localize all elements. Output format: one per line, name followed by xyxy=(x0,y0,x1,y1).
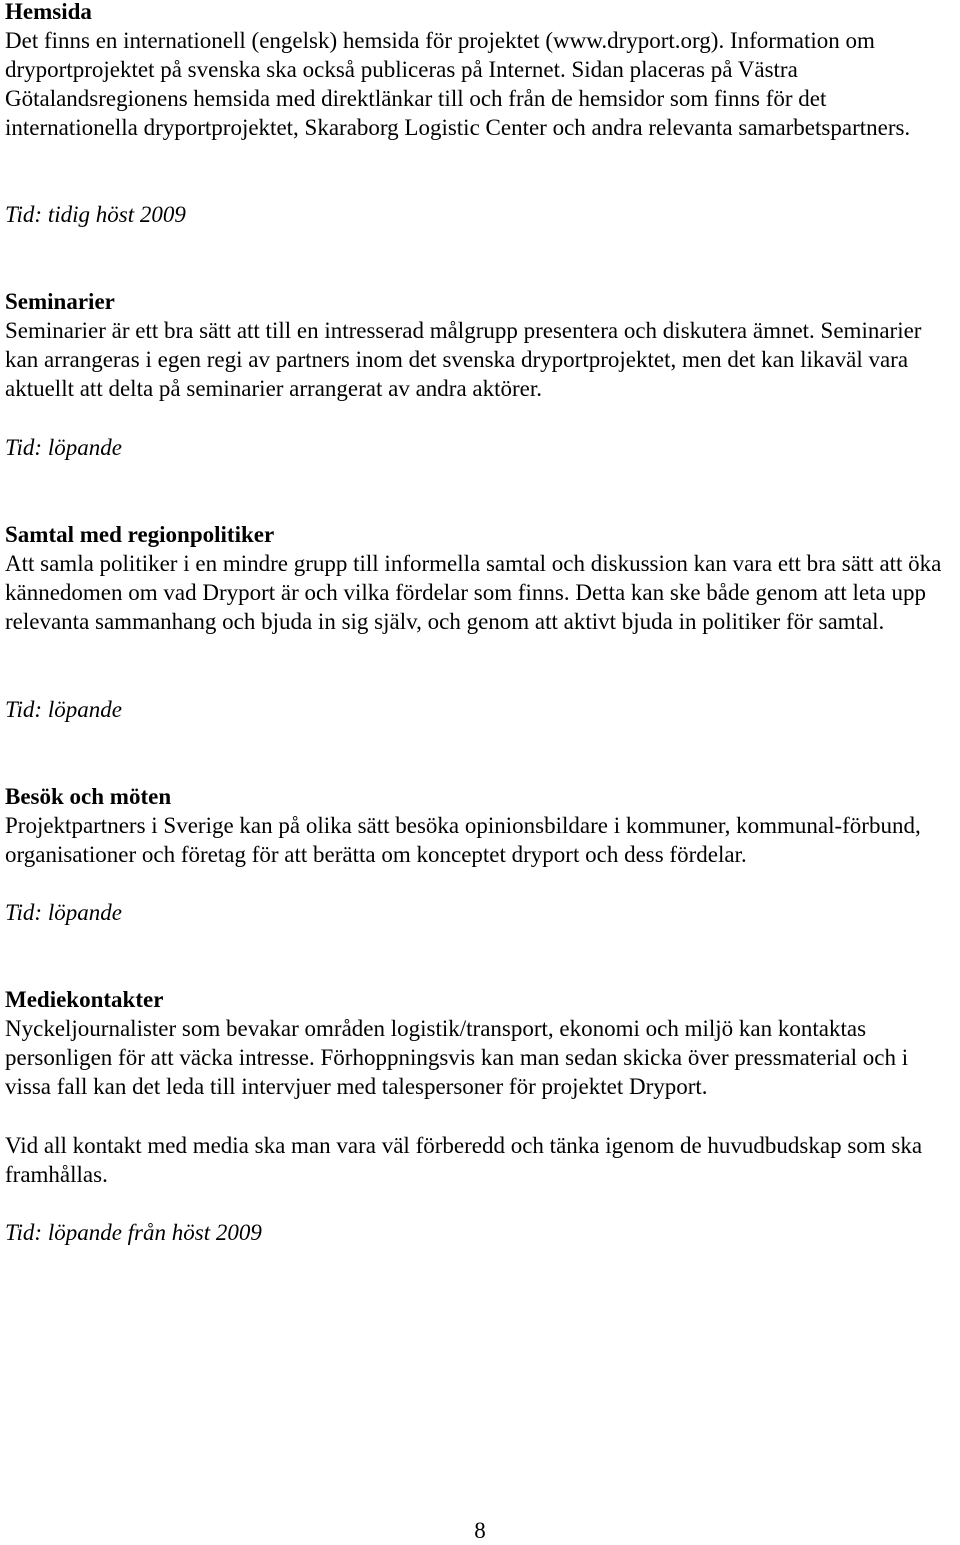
section-time: Tid: löpande från höst 2009 xyxy=(5,1220,262,1245)
section-seminarier xyxy=(5,287,955,403)
section-paragraph: Det finns en internationell (engelsk) hemsida för projektet (www.dryport.org). Information om dryportprojektet på svenska ska också publiceras på Internet. Sidan placeras på Västra Götalandsregionens hemsida med direktlänkar till och från de hemsidor som finns för det internationella dryportprojektet, Skaraborg Logistic Center och andra relevanta samarbetspartners. xyxy=(5,28,911,140)
section-paragraph: Vid all kontakt med media ska man vara väl förberedd och tänka igenom de huvudbudskap som ska framhållas. xyxy=(5,1133,923,1187)
section-title: Seminarier xyxy=(5,289,115,314)
section-title: Hemsida xyxy=(5,0,92,24)
section-paragraph: Seminarier är ett bra sätt att till en intresserad målgrupp presentera och diskutera ämnet. Seminarier kan arrangeras i egen regi av partners inom det svenska dryportprojektet, men det kan likaväl vara aktuellt att delta på seminarier arrangerat av andra aktörer. xyxy=(5,318,922,401)
section-time: Tid: löpande xyxy=(5,697,122,722)
section-mediekontakter xyxy=(5,985,955,1101)
section-paragraph: Projektpartners i Sverige kan på olika sätt besöka opinionsbildare i kommuner, kommunal-förbund, organisationer och företag för att berätta om konceptet dryport och dess fördelar. xyxy=(5,813,921,867)
section-title: Besök och möten xyxy=(5,784,172,809)
section-title: Samtal med regionpolitiker xyxy=(5,522,275,547)
section-hemsida xyxy=(5,0,955,142)
section-time: Tid: tidig höst 2009 xyxy=(5,202,186,227)
section-time: Tid: löpande xyxy=(5,435,122,460)
section-paragraph: Att samla politiker i en mindre grupp till informella samtal och diskussion kan vara ett bra sätt att öka kännedomen om vad Dryport är och vilka fördelar som finns. Detta kan ske både genom att leta upp relevanta sammanhang och bjuda in sig själv, och genom att aktivt bjuda in politiker för samtal. xyxy=(5,551,942,634)
page-number: 8 xyxy=(474,1518,486,1543)
section-samtal xyxy=(5,520,960,636)
section-besok xyxy=(5,782,935,869)
section-title: Mediekontakter xyxy=(5,987,164,1012)
section-paragraph: Nyckeljournalister som bevakar områden logistik/transport, ekonomi och miljö kan kontaktas personligen för att väcka intresse. Förhoppningsvis kan man sedan skicka över pressmaterial och i vissa fall kan det leda till intervjuer med talespersoner för projektet Dryport. xyxy=(5,1016,909,1099)
section-time: Tid: löpande xyxy=(5,900,122,925)
